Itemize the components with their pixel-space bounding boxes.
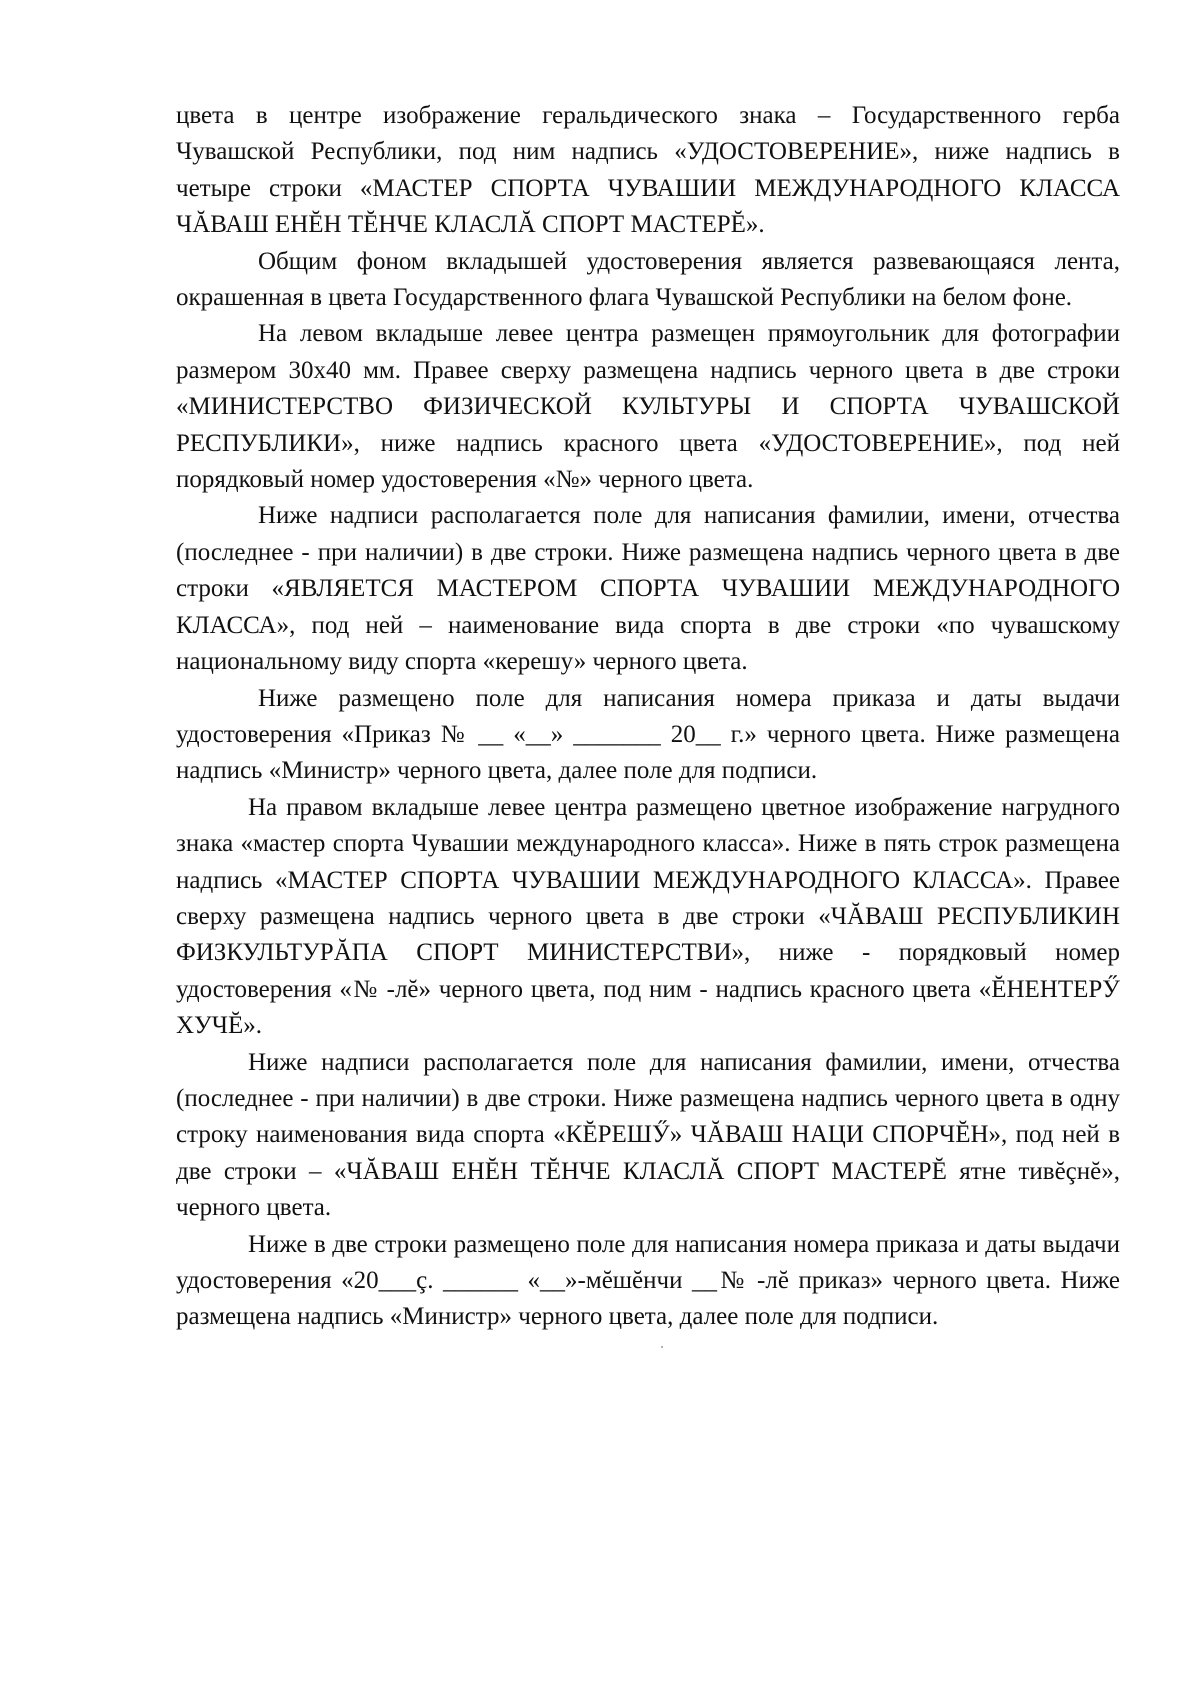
paragraph-5: Ниже размещено поле для написания номера приказа и даты выдачи удостоверения «Приказ № __ «__» _______ 20__ г.» черного цвета. Ниже размещена надпись «Министр» черного цвета, далее поле для подписи. [176, 684, 1120, 785]
paragraph-1: цвета в центре изображение геральдического знака – Государственного герба Чувашской Республики, под ним надпись «УДОСТОВЕРЕНИЕ», ниже надпись в четыре строки «МАСТЕР СПОРТА ЧУВАШИИ МЕЖДУНАРОДНОГО КЛАССА ЧĂВАШ ЕНĔН ТĔНЧЕ КЛАСЛĂ СПОРТ МАСТЕРĔ». [176, 102, 1120, 239]
document-body [176, 98, 1120, 1336]
paragraph-3: На левом вкладыше левее центра размещен прямоугольник для фотографии размером 30х40 мм. Правее сверху размещена надпись черного цвета в две строки «МИНИСТЕРСТВО ФИЗИЧЕСКОЙ КУЛЬТУРЫ И СПОРТА ЧУВАШСКОЙ РЕСПУБЛИКИ», ниже надпись красного цвета «УДОСТОВЕРЕНИЕ», под ней порядковый номер удостоверения «№» черного цвета. [176, 320, 1120, 494]
scan-artifact-dot [661, 1346, 663, 1348]
paragraph-8: Ниже в две строки размещено поле для написания номера приказа и даты выдачи удостоверения «20___ç. ______ «__»-мĕшĕнчи __№ -лĕ приказ» черного цвета. Ниже размещена надпись «Министр» черного цвета, далее поле для подписи. [176, 1230, 1120, 1331]
paragraph-6: На правом вкладыше левее центра размещено цветное изображение нагрудного знака «мастер спорта Чувашии международного класса». Ниже в пять строк размещена надпись «МАСТЕР СПОРТА ЧУВАШИИ МЕЖДУНАРОДНОГО КЛАССА». Правее сверху размещена надпись черного цвета в две строки «ЧĂВАШ РЕСПУБЛИКИН ФИЗКУЛЬТУРĂПА СПОРТ МИНИСТЕРСТВИ», ниже - порядковый номер удостоверения «№ -лĕ» черного цвета, под ним - надпись красного цвета «ĔНЕНТЕРӲ ХУЧĔ». [176, 793, 1120, 1040]
paragraph-2: Общим фоном вкладышей удостоверения является развевающаяся лента, окрашенная в цвета Государственного флага Чувашской Республики на белом фоне. [176, 247, 1120, 312]
paragraph-7: Ниже надписи располагается поле для написания фамилии, имени, отчества (последнее - при наличии) в две строки. Ниже размещена надпись черного цвета в одну строку наименования вида спорта «КĔРЕШӲ» ЧĂВАШ НАЦИ СПОРЧĔН», под ней в две строки – «ЧĂВАШ ЕНĔН ТĔНЧЕ КЛАСЛĂ СПОРТ МАСТЕРĔ ятне тивĕçнĕ», черного цвета. [176, 1048, 1120, 1222]
paragraph-4: Ниже надписи располагается поле для написания фамилии, имени, отчества (последнее - при наличии) в две строки. Ниже размещена надпись черного цвета в две строки «ЯВЛЯЕТСЯ МАСТЕРОМ СПОРТА ЧУВАШИИ МЕЖДУНАРОДНОГО КЛАССА», под ней – наименование вида спорта в две строки «по чувашскому национальному виду спорта «керешу» черного цвета. [176, 502, 1120, 676]
